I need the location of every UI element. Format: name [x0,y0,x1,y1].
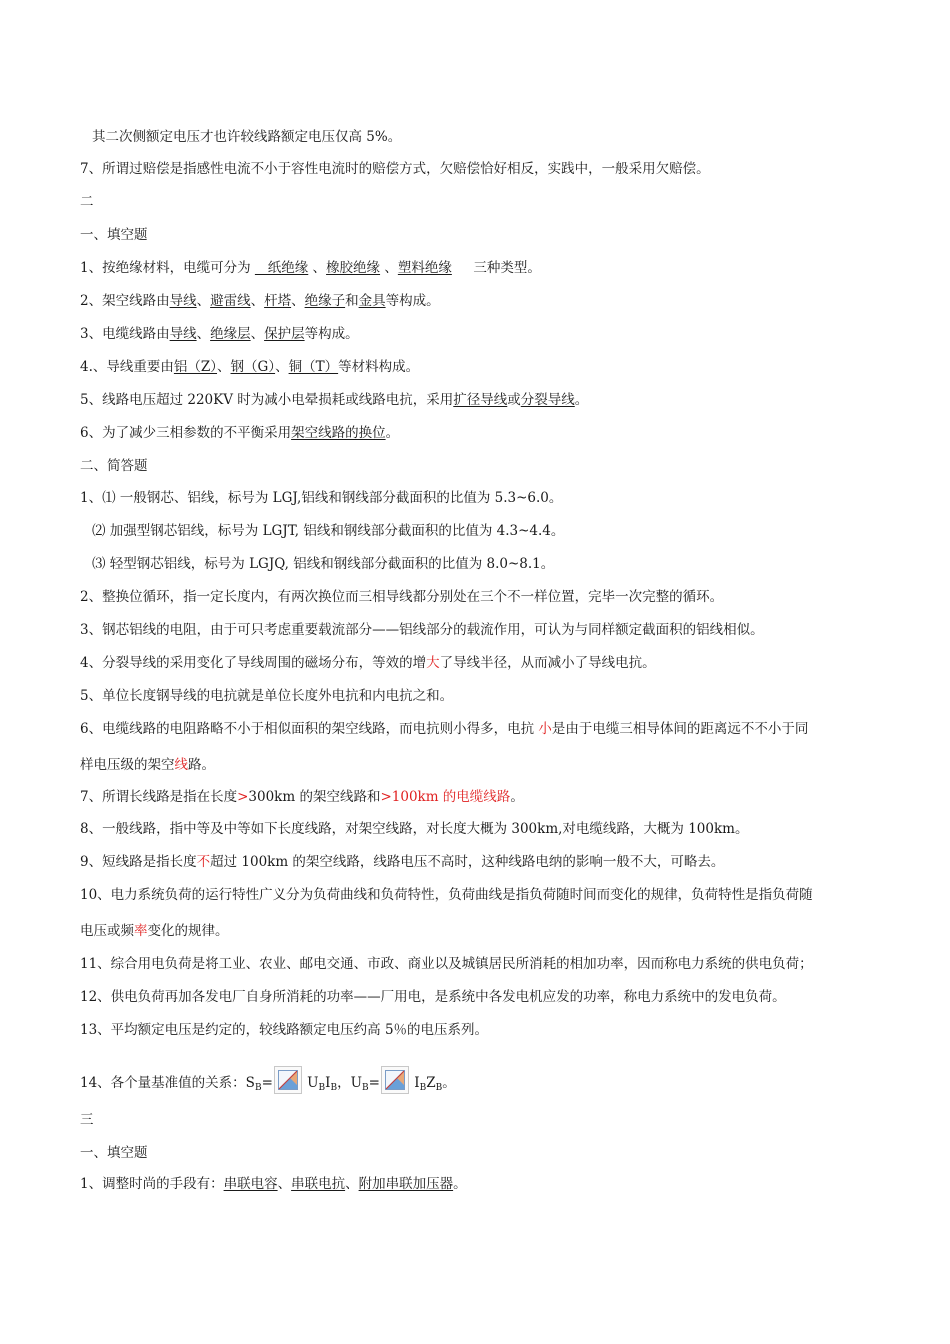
text-run: 、 [345,1176,359,1192]
text-line: 10、电力系统负荷的运行特性广义分为负荷曲线和负荷特性，负荷曲线是指负荷随时间而变化的规律，负荷特性是指负荷随 [80,887,813,903]
text-run: 7、所谓长线路是指在长度 [80,789,238,805]
text-run: 。 [574,392,589,408]
answer-underlined: 串联电容 [223,1176,278,1192]
text-run: 4.、导线重要由 [80,359,174,375]
text-run: 、 [291,293,305,309]
highlighted-text: >100km 的电缆线路 [380,789,511,805]
answer-underlined: 导线 [169,326,197,342]
formula-line [80,1066,880,1094]
text-run: 变化的规律。 [147,923,229,939]
text-run: = [368,1075,380,1091]
text-run: 、 [277,1176,292,1192]
text-line: ⑵ 加强型钢芯铝线，标号为 LGJT, 铝线和钢线部分截面积的比值为 4.3~4.4。 [92,523,565,539]
highlighted-text: 不 [196,854,211,870]
text-run: I [409,1075,420,1091]
text-run: Z [426,1075,436,1091]
answer-underlined: 杆塔 [264,293,292,309]
text-line: 其二次侧额定电压才也许较线路额定电压仅高 5%。 [92,129,402,145]
answer-underlined: 分裂导线 [520,392,575,408]
text-line: 3、钢芯铝线的电阻，由于可只考虑重要载流部分——铝线部分的载流作用，可认为与同样额定截面积的铝线相似。 [80,622,764,638]
answer-underlined: 保护层 [264,326,305,342]
answer-underlined: 绝缘子 [304,293,346,309]
text-line [80,358,880,376]
subscript: B [362,1083,369,1093]
subscript: B [254,1083,262,1093]
text-run: 。 [510,789,524,805]
text-line [80,788,880,806]
answer-underlined: 钢（G） [230,359,276,375]
text-run: 9、短线路是指长度 [80,854,197,870]
text-run: 、 [250,293,265,309]
text-run: 、 [380,260,398,276]
text-run: 。 [385,425,400,441]
text-run: 路。 [188,757,215,773]
answer-underlined: 架空线路的换位 [291,425,386,441]
text-run: 等构成。 [385,293,440,309]
text-run: 、 [196,326,211,342]
text-line [80,654,880,672]
text-line: 11、综合用电负荷是将工业、农业、邮电交通、市政、商业以及城镇居民所消耗的相加功率，因而称电力系统的供电负荷； [80,956,813,972]
text-run: 。 [442,1075,456,1091]
text-line: 8、一般线路，指中等及中等如下长度线路，对架空线路，对长度大概为 300km,对电缆线路，大概为 100km。 [80,821,749,837]
text-run: 4、分裂导线的采用变化了导线周围的磁场分布，等效的增 [80,655,427,671]
subsection-heading: 一、填空题 [80,227,148,243]
subsection-heading: 一、填空题 [80,1145,148,1161]
text-line: 13、平均额定电压是约定的，较线路额定电压约高 5％的电压系列。 [80,1022,489,1038]
text-line [80,259,880,277]
text-line: 2、整换位循环，指一定长度内，有两次换位而三相导线都分别处在三个不一样位置，完毕一次完整的循环。 [80,589,724,605]
text-run: 、 [275,359,289,375]
text-run: 6、为了减少三相参数的不平衡采用 [80,425,292,441]
text-run: 1、按绝缘材料，电缆可分为 [80,260,255,276]
text-run: 和 [345,293,359,309]
highlighted-text: 大 [426,655,440,671]
text-run: 、 [217,359,231,375]
text-run: 或 [507,392,521,408]
text-line [80,853,880,871]
text-line [80,391,880,409]
text-run: 样电压级的架空 [80,757,175,773]
image-placeholder-icon [381,1066,409,1094]
text-run: U [302,1075,319,1091]
text-run: 300km 的架空线路和 [248,789,381,805]
answer-underlined: 扩径导线 [453,392,508,408]
text-run: 三种类型。 [451,260,541,276]
subsection-heading: 二、简答题 [80,458,148,474]
text-line: 1、⑴ 一般钢芯、铝线，标号为 LGJ,铝线和钢线部分截面积的比值为 5.3~6.0。 [80,490,563,506]
answer-underlined: 绝缘层 [210,326,251,342]
subscript: B [318,1083,326,1093]
text-run: I [325,1075,331,1091]
answer-underlined: 串联电抗 [291,1176,346,1192]
text-run: 2、架空线路由 [80,293,170,309]
text-line: 5、单位长度钢导线的电抗就是单位长度外电抗和内电抗之和。 [80,688,454,704]
answer-underlined: 塑料绝缘 [397,260,452,276]
subscript: B [435,1083,443,1093]
text-line [80,756,880,774]
text-run: 5、线路电压超过 220KV 时为减小电晕损耗或线路电抗，采用 [80,392,454,408]
answer-underlined: 金具 [358,293,386,309]
text-run: 。 [453,1176,467,1192]
section-heading: 二 [80,194,94,210]
answer-underlined: 避雷线 [210,293,251,309]
text-run: 电压或频 [80,923,134,939]
subscript: B [330,1083,338,1093]
text-line: ⑶ 轻型钢芯铝线，标号为 LGJQ, 铝线和钢线部分截面积的比值为 8.0~8.1。 [92,556,555,572]
answer-underlined: 铜（T） [288,359,339,375]
text-run: 了导线半径，从而减小了导线电抗。 [439,655,656,671]
highlighted-text: 线 [174,757,188,773]
text-line [80,325,880,343]
text-line [80,720,880,738]
text-run: 6、电缆线路的电阻路略不小于相似面积的架空线路，而电抗则小得多，电抗 [80,721,539,737]
subscript: B [419,1083,427,1093]
text-run: 等构成。 [304,326,359,342]
text-run: 1、调整时尚的手段有： [80,1176,224,1192]
text-run: 、 [308,260,327,276]
text-run: = [261,1075,273,1091]
image-placeholder-icon [274,1066,302,1094]
text-run: 等材料构成。 [338,359,420,375]
highlighted-text: 率 [134,923,148,939]
text-line [80,424,880,442]
text-line: 12、供电负荷再加各发电厂自身所消耗的功率——厂用电，是系统中各发电机应发的功率，称电力系统中的发电负荷。 [80,989,786,1005]
highlighted-text: 小 [538,721,552,737]
answer-underlined: 纸绝缘 [254,260,309,276]
text-line: 7、所谓过赔偿是指感性电流不小于容性电流时的赔偿方式，欠赔偿恰好相反，实践中，一般采用欠赔偿。 [80,161,710,177]
answer-underlined: 橡胶绝缘 [326,260,381,276]
text-line [80,1175,880,1193]
text-run: 3、电缆线路由 [80,326,170,342]
text-run: 超过 100km 的架空线路，线路电压不高时，这种线路电纳的影响一般不大，可略去。 [210,854,725,870]
text-run: 14、各个量基准值的关系：S [80,1075,255,1091]
text-run: 、 [250,326,265,342]
answer-underlined: 导线 [169,293,197,309]
text-run: 是由于电缆三相导体间的距离远不不小于同 [551,721,809,737]
answer-underlined: 附加串联加压器 [358,1176,454,1192]
section-heading: 三 [80,1112,94,1128]
highlighted-text: > [237,789,249,805]
text-line [80,292,880,310]
answer-underlined: 铝（Z） [173,359,218,375]
text-run: ，U [337,1075,363,1091]
text-run: 、 [196,293,211,309]
text-line [80,922,880,940]
